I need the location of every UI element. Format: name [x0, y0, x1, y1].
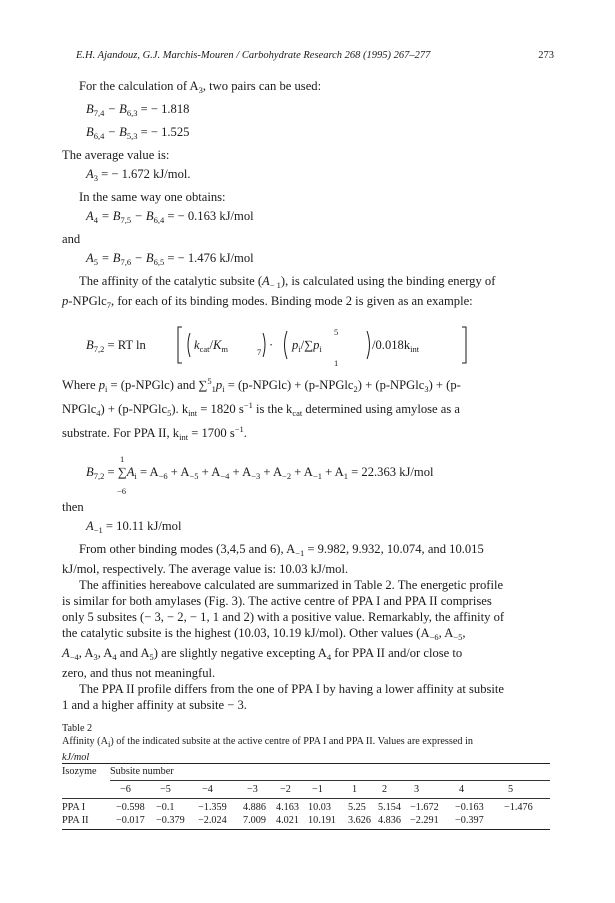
paragraph-summary-3: only 5 subsites (− 3, − 2, − 1, 1 and 2) with a positive value. Remarkably, the affinity of	[62, 610, 505, 624]
table-cell: 10.03	[308, 802, 331, 813]
row-label: PPA II	[62, 815, 89, 826]
equation-a5: $A_5 = B_{7,6} - B_{6,5}$ = − 1.476 kJ/mol	[86, 251, 254, 267]
table-cell: −0.397	[455, 815, 484, 826]
equation-tail: $/0.018k_{int}$	[372, 338, 420, 354]
equation-lhs: $B_{7,2}$ = RT ln	[86, 338, 146, 354]
table-cell: −2.291	[410, 815, 439, 826]
table-caption-text: Affinity $(A_i)$ of the indicated subsite at the active centre of PPA I and PPA II. Values are expressed in	[62, 736, 473, 749]
table-caption-units: kJ/mol	[62, 752, 90, 763]
subsite-header-10: 5	[508, 784, 514, 795]
header-isozyme: Isozyme	[62, 766, 97, 777]
table-cell: 10.191	[308, 815, 337, 826]
article-body	[62, 78, 550, 713]
equation-b74-b63: $B_{7,4} - B_{6,3}$ = − 1.818	[86, 102, 190, 118]
sigma-lower-limit: 1	[334, 358, 339, 368]
equation-dot: ·	[269, 338, 274, 352]
paragraph-where-line2: NPGlc$_4$) + (p-NPGlc$_5$). $k_{int} = 1820$ $s^{-1}$ is the $k_{cat}$ determined using amylose as a	[62, 400, 461, 418]
subsite-header-5: −1	[312, 784, 323, 795]
table-cell: 3.626	[348, 815, 371, 826]
equation-b72-binding-energy	[86, 321, 550, 369]
paragraph-where: Where $p_i$ = (p-NPGlc) and $\sum^5_1p_i$ = (p-NPGlc) + (p-NPGlc$_2$) + (p-NPGlc$_3$) + (p-	[62, 376, 461, 394]
equation-a4: $A_4 = B_{7,5} - B_{6,4}$ = − 0.163 kJ/mol	[86, 209, 254, 225]
subsite-header-6: 1	[352, 784, 358, 795]
paragraph-a3-intro: For the calculation of $A_3$, two pairs can be used:	[79, 79, 322, 95]
table-cell: 5.25	[348, 802, 366, 813]
paragraph-catalytic-affinity: The affinity of the catalytic subsite $(A_{- 1})$, is calculated using the binding energy of	[79, 274, 496, 290]
paragraph-and: and	[62, 232, 81, 246]
paragraph-where-line3: substrate. For PPA II, $k_{int} = 1700$ $s^{-1}$.	[62, 424, 247, 442]
table-cell: 4.163	[276, 802, 299, 813]
table-cell: 4.886	[243, 802, 266, 813]
paragraph-summary-6: zero, and thus not meaningful.	[62, 666, 216, 680]
header-subsite-number: Subsite number	[110, 766, 174, 777]
table-cell: −0.1	[156, 802, 175, 813]
paragraph-summary-2: is similar for both amylases (Fig. 3). The active centre of PPA I and PPA II comprises	[62, 594, 492, 608]
equation-subscript-7: 7	[257, 347, 262, 357]
subsite-header-2: −4	[202, 784, 213, 795]
paragraph-other-modes: From other binding modes (3,4,5 and 6), $A_{-1} = 9.982$, 9.932, 10.074, and 10.015	[79, 542, 484, 558]
subsite-header-7: 2	[382, 784, 388, 795]
paragraph-summary-1: The affinities hereabove calculated are summarized in Table 2. The energetic profile	[79, 578, 504, 592]
sum-upper-limit: 1	[120, 454, 125, 464]
subsite-header-9: 4	[459, 784, 465, 795]
paragraph-catalytic-affinity-cont: p-NPGlc$_7$, for each of its binding modes. Binding mode 2 is given as an example:	[62, 294, 473, 310]
paragraph-other-modes-cont: kJ/mol, respectively. The average value is: 10.03 kJ/mol.	[62, 562, 349, 576]
table-cell: 4.021	[276, 815, 299, 826]
table-cell: −0.598	[116, 802, 145, 813]
equation-a3: $A_3$ = − 1.672 kJ/mol.	[86, 167, 191, 183]
subsite-header-0: −6	[120, 784, 131, 795]
table-cell: 7.009	[243, 815, 266, 826]
row-label: PPA I	[62, 802, 86, 813]
paragraph-then: then	[62, 500, 84, 514]
page-number: 273	[538, 50, 554, 61]
running-title: E.H. Ajandouz, G.J. Marchis-Mouren / Carbohydrate Research 268 (1995) 267–277	[76, 50, 431, 61]
sum-lower-limit: −6	[117, 486, 127, 496]
paragraph-ppa2-1: The PPA II profile differs from the one of PPA I by having a lower affinity at subsite	[79, 682, 504, 696]
table-bottom-rule	[62, 829, 550, 830]
subsite-header-4: −2	[280, 784, 291, 795]
sigma-upper-limit: 5	[334, 327, 339, 337]
paragraph-summary-4: the catalytic subsite is the highest (10.03, 10.19 kJ/mol). Other values ($A_{-6}$, $A_{-5}$,	[62, 626, 466, 642]
equation-pi-fraction: $p_i/\sum p_i$	[292, 338, 322, 354]
table-cell: −1.672	[410, 802, 439, 813]
equation-kcat-km: $k_{cat}/K_m$	[194, 338, 229, 354]
table-cell: −0.017	[116, 815, 145, 826]
sum-equation-body: $B_{7,2} = \sum A_i = A_{-6} + A_{-5} + A_{-4} + A_{-3} + A_{-2} + A_{-1} + A_1 = 22.363$ kJ/mol	[86, 465, 434, 481]
table-title: Table 2	[62, 723, 93, 734]
equation-b64-b53: $B_{6,4} - B_{5,3}$ = − 1.525	[86, 125, 190, 141]
running-header	[76, 50, 554, 61]
table-cell: 4.836	[378, 815, 401, 826]
paragraph-average: The average value is:	[62, 148, 170, 162]
subsite-header-3: −3	[247, 784, 258, 795]
table-top-rule	[62, 763, 550, 764]
subsite-header-1: −5	[160, 784, 171, 795]
equation-b72-sum	[86, 451, 550, 495]
paragraph-same-way: In the same way one obtains:	[79, 190, 226, 204]
table-cell: −1.359	[198, 802, 227, 813]
table-header-rule	[62, 798, 550, 799]
subsite-header-8: 3	[414, 784, 420, 795]
table-header-subrule	[110, 780, 550, 781]
paragraph-summary-5: $A_{-4}$, $A_3$, $A_4$ and $A_5$) are slightly negative excepting $A_4$ for PPA II and/or close to	[62, 646, 463, 662]
table-cell: −2.024	[198, 815, 227, 826]
equation-a-minus-1: $A_{-1} = 10.11$ kJ/mol	[86, 519, 182, 535]
table-caption	[62, 722, 550, 764]
table-cell: 5.154	[378, 802, 401, 813]
table-cell: −1.476	[504, 802, 533, 813]
paragraph-ppa2-2: 1 and a higher affinity at subsite − 3.	[62, 698, 247, 712]
table-cell: −0.163	[455, 802, 484, 813]
table-cell: −0.379	[156, 815, 185, 826]
